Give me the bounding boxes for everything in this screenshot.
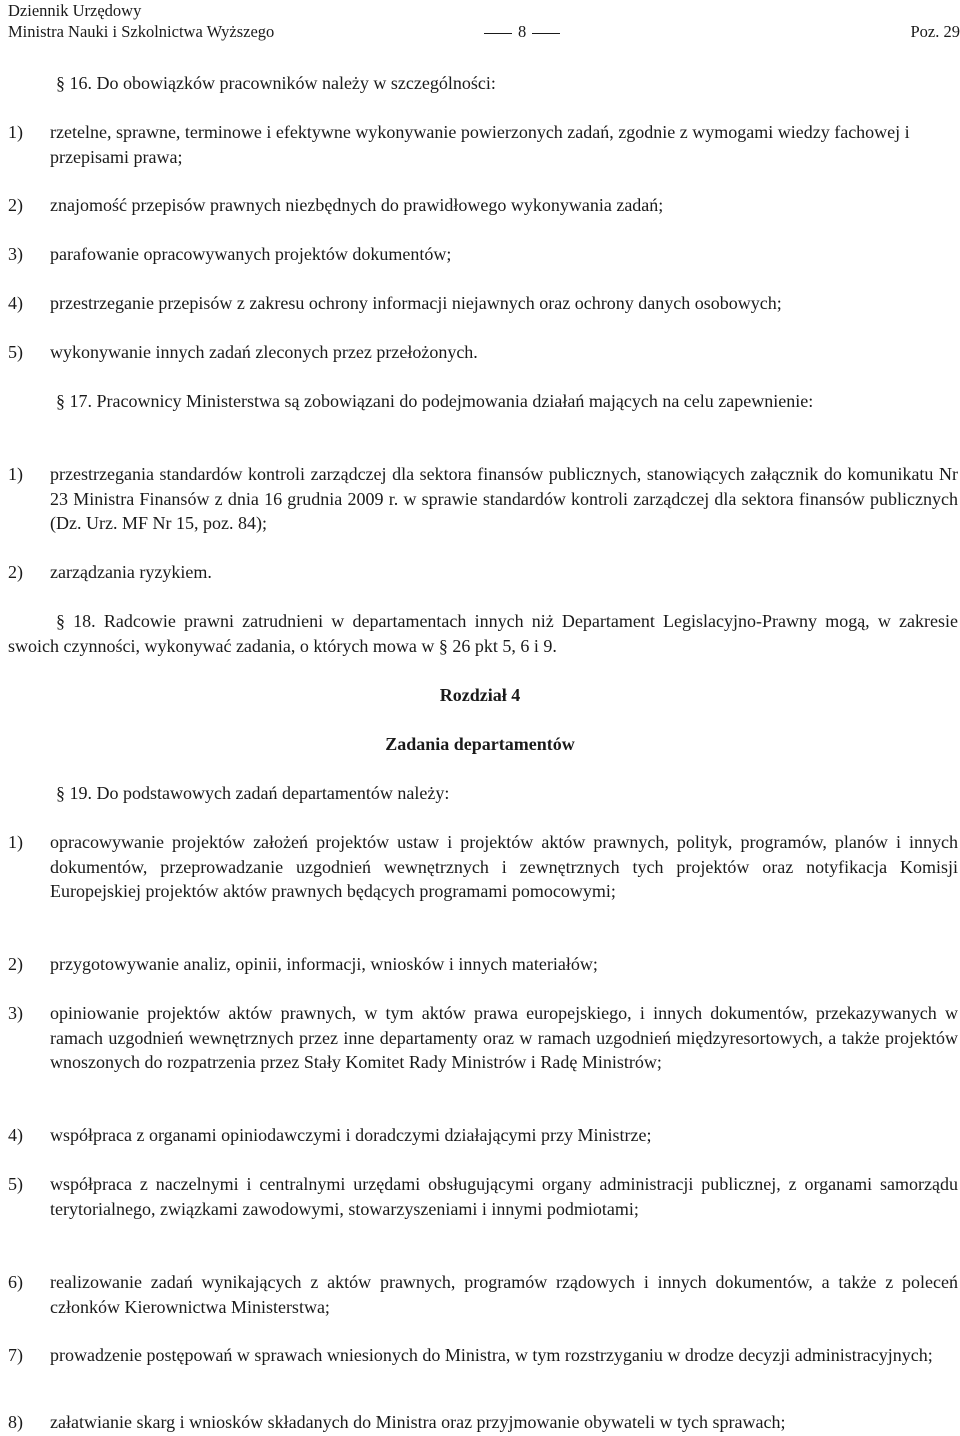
list-item: 2) zarządzania ryzykiem. <box>8 562 212 582</box>
section-18-text: § 18. Radcowie prawni zatrudnieni w departamentach innych niż Departament Legislacyjno-Prawny mogą, w zakresie swoich czynności, wykonywać zadania, o których mowa w § 26 pkt 5, 6 i 9. <box>8 611 958 656</box>
list-item: 1) rzetelne, sprawne, terminowe i efektywne wykonywanie powierzonych zadań, zgodnie z wymogami wiedzy fachowej i przepisami prawa; <box>8 122 910 167</box>
section-19-intro: § 19. Do podstawowych zadań departamentów należy: <box>56 783 450 803</box>
list-item: 5) wykonywanie innych zadań zleconych przez przełożonych. <box>8 342 478 362</box>
list-item: 2) znajomość przepisów prawnych niezbędnych do prawidłowego wykonywania zadań; <box>8 195 664 215</box>
list-item: 3) opiniowanie projektów aktów prawnych, w tym aktów prawa europejskiego, i innych dokumentów, przekazywanych w ramach uzgodnień wewnętrznych przez inne departamenty oraz w ramach uzgodnień międzyresortowych, a także projektów wnoszonych do rozpatrzenia przez Stały Komitet Rady Ministrów i Radę Ministrów; <box>8 1003 958 1072</box>
list-item: 6) realizowanie zadań wynikających z aktów prawnych, programów rządowych i innych dokumentów, a także z poleceń członków Kierownictwa Ministerstwa; <box>8 1272 958 1317</box>
header-journal-issuer: Ministra Nauki i Szkolnictwa Wyższego <box>8 22 275 41</box>
list-item: 4) współpraca z organami opiniodawczymi i doradczymi działającymi przy Ministrze; <box>8 1125 652 1145</box>
list-item: 8) załatwianie skarg i wniosków składanych do Ministra oraz przyjmowanie obywateli w tych sprawach; <box>8 1412 786 1432</box>
header-position: Poz. 29 <box>910 22 960 41</box>
list-item: 1) przestrzegania standardów kontroli zarządczej dla sektora finansów publicznych, stanowiących załącznik do komunikatu Nr 23 Ministra Finansów z dnia 16 grudnia 2009 r. w sprawie standardów kontroli zarządczej dla sektora finansów publicznych (Dz. Urz. MF Nr 15, poz. 84); <box>8 464 958 533</box>
list-item: 5) współpraca z naczelnymi i centralnymi urzędami obsługującymi organy administracji publicznej, z organami samorządu terytorialnego, związkami zawodowymi, stowarzyszeniami i innymi podmiotami; <box>8 1174 958 1219</box>
list-item: 7) prowadzenie postępowań w sprawach wniesionych do Ministra, w tym rozstrzyganiu w drodze decyzji administracyjnych; <box>8 1345 933 1365</box>
header-page-number: 8 <box>478 21 566 42</box>
list-item: 3) parafowanie opracowywanych projektów dokumentów; <box>8 244 452 264</box>
section-16-intro: § 16. Do obowiązków pracowników należy w szczególności: <box>56 73 496 93</box>
list-item: 1) opracowywanie projektów założeń projektów ustaw i projektów aktów prawnych, polityk, programów, planów i innych dokumentów, przeprowadzanie uzgodnień wewnętrznych i zewnętrznych tych projektów oraz notyfikacja Komisji Europejskiej projektów aktów prawnych będących programami pomocowymi; <box>8 832 958 901</box>
section-17-intro: § 17. Pracownicy Ministerstwa są zobowiązani do podejmowania działań mających na celu zapewnienie: <box>56 391 814 411</box>
list-item: 2) przygotowywanie analiz, opinii, informacji, wniosków i innych materiałów; <box>8 954 598 974</box>
page-header <box>8 0 960 50</box>
chapter-number: Rozdział 4 <box>439 685 521 705</box>
header-journal-title: Dziennik Urzędowy <box>8 1 142 20</box>
list-item: 4) przestrzeganie przepisów z zakresu ochrony informacji niejawnych oraz ochrony danych osobowych; <box>8 293 782 313</box>
chapter-title: Zadania departamentów <box>385 734 575 754</box>
